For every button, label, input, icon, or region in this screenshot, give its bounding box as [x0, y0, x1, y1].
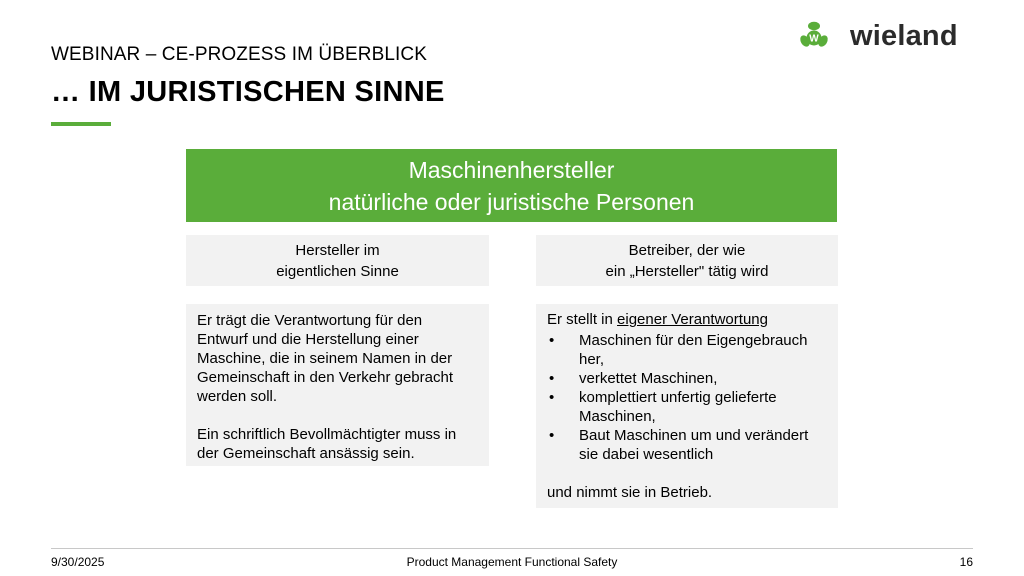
footer-date: 9/30/2025 — [51, 555, 105, 569]
intro-underlined: eigener Verantwortung — [617, 311, 768, 328]
list-item-line: Maschinen, — [579, 408, 656, 425]
list-item-line: her, — [579, 351, 605, 368]
closing-line: und nimmt sie in Betrieb. — [547, 484, 713, 501]
body-line: werden soll. — [197, 388, 278, 405]
right-heading-line-1: Betreiber, der wie — [628, 242, 746, 259]
operator-responsibility-text — [536, 304, 838, 508]
title-underline-accent — [51, 122, 111, 126]
wieland-mark-icon — [798, 20, 830, 52]
slide-title: … IM JURISTISCHEN SINNE — [51, 76, 445, 108]
intro-prefix: Er stellt in — [547, 311, 618, 328]
list-item-line: Baut Maschinen um und verändert — [579, 427, 809, 444]
left-heading-line-1: Hersteller im — [295, 242, 380, 259]
footer-page-number: 16 — [959, 555, 973, 569]
list-item — [547, 388, 827, 426]
body-line: Entwurf und die Herstellung einer — [197, 331, 419, 348]
logo-mark-letter: W — [809, 33, 819, 45]
manufacturer-responsibility-text — [186, 304, 489, 466]
banner-line-1: Maschinenhersteller — [408, 157, 615, 183]
bullet-symbol: • — [549, 389, 555, 406]
manufacturer-banner — [186, 149, 837, 222]
footer-divider — [51, 548, 973, 549]
body-line: Gemeinschaft in den Verkehr gebracht — [197, 369, 453, 386]
list-item — [547, 331, 827, 369]
manufacturer-proper-heading — [186, 235, 489, 286]
left-heading-line-2: eigentlichen Sinne — [276, 263, 399, 280]
responsibility-bullet-list — [547, 331, 827, 464]
logo-wordmark: wieland — [850, 19, 958, 52]
bullet-symbol: • — [549, 332, 555, 349]
body-line: der Gemeinschaft ansässig sein. — [197, 445, 415, 462]
body-line: Er trägt die Verantwortung für den — [197, 312, 423, 329]
body-line: Ein schriftlich Bevollmächtigter muss in — [197, 426, 457, 443]
list-item-line: Maschinen für den Eigengebrauch — [579, 332, 808, 349]
list-item-line: sie dabei wesentlich — [579, 446, 714, 463]
list-item-line: komplettiert unfertig gelieferte — [579, 389, 777, 406]
wieland-logo — [798, 18, 958, 54]
banner-line-2: natürliche oder juristische Personen — [328, 189, 695, 215]
intro-line — [547, 310, 827, 329]
bullet-symbol: • — [549, 427, 555, 444]
footer-title: Product Management Functional Safety — [406, 555, 618, 569]
body-line: Maschine, die in seinem Namen in der — [197, 350, 453, 367]
list-item-line: verkettet Maschinen, — [579, 370, 718, 387]
right-heading-line-2: ein „Hersteller" tätig wird — [605, 263, 769, 280]
list-item — [547, 369, 827, 388]
operator-as-manufacturer-heading — [536, 235, 838, 286]
list-item — [547, 426, 827, 464]
bullet-symbol: • — [549, 370, 555, 387]
slide-subtitle: WEBINAR – CE-PROZESS IM ÜBERBLICK — [51, 44, 427, 65]
